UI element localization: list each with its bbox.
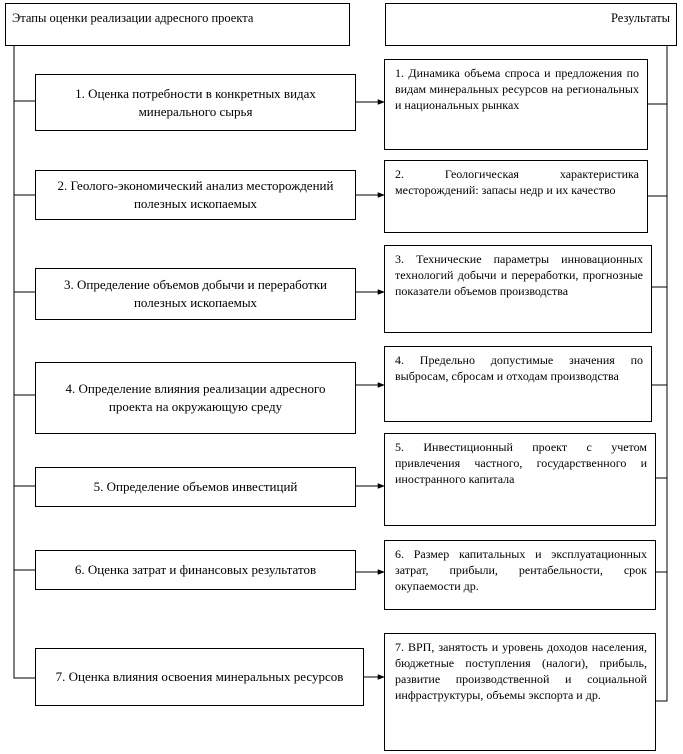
stage-box-3 (35, 268, 356, 320)
stage-box-7 (35, 648, 364, 706)
right-bus-line (656, 46, 667, 701)
stages-header-label: Этапы оценки реализации адресного проекта (12, 11, 254, 25)
result-box-5 (384, 433, 656, 526)
stage-label-2: 2. Геолого-экономический анализ месторождений полезных ископаемых (57, 178, 334, 211)
result-box-2 (384, 160, 648, 233)
result-label-5: 5. Инвестиционный проект с учетом привлечения частного, государственного и иностранного капитала (395, 440, 647, 486)
stage-box-5 (35, 467, 356, 507)
stage-label-5: 5. Определение объемов инвестиций (93, 479, 298, 494)
stage-label-3: 3. Определение объемов добычи и переработки полезных ископаемых (64, 277, 327, 310)
left-bus-line (14, 46, 35, 678)
stage-label-1: 1. Оценка потребности в конкретных видах минерального сырья (75, 85, 316, 119)
stage-box-1 (35, 74, 356, 131)
stage-box-4 (35, 362, 356, 434)
results-header-label: Результаты (610, 11, 670, 25)
result-label-3: 3. Технические параметры инновационных технологий добычи и переработки, прогнозные показатели объемов производства (395, 252, 643, 298)
stage-label-4: 4. Определение влияния реализации адресного проекта на окружающую среду (65, 381, 326, 414)
result-label-7: 7. ВРП, занятость и уровень доходов населения, бюджетные поступления (налоги), прибыль, развитие производственной и социальной инфраструктуры, объемы экспорта и др. (395, 640, 647, 702)
result-box-6 (384, 540, 656, 610)
stage-label-7: 7. Оценка влияния освоения минеральных ресурсов (55, 669, 344, 684)
stages-header (5, 3, 350, 46)
result-box-4 (384, 346, 652, 422)
result-label-4: 4. Предельно допустимые значения по выбросам, сбросам и отходам производства (395, 353, 643, 383)
results-header (385, 3, 677, 46)
result-box-1 (384, 59, 648, 150)
result-label-1: 1. Динамика объема спроса и предложения по видам минеральных ресурсов на региональных и национальных рынках (395, 66, 639, 112)
stage-box-6 (35, 550, 356, 590)
result-label-6: 6. Размер капитальных и эксплуатационных затрат, прибыли, рентабельности, срок окупаемости др. (395, 547, 647, 593)
result-box-3 (384, 245, 652, 333)
stage-label-6: 6. Оценка затрат и финансовых результатов (74, 562, 317, 577)
stage-box-2 (35, 170, 356, 220)
result-box-7 (384, 633, 656, 751)
result-label-2: 2. Геологическая характеристика месторождений: запасы недр и их качество (395, 167, 639, 197)
